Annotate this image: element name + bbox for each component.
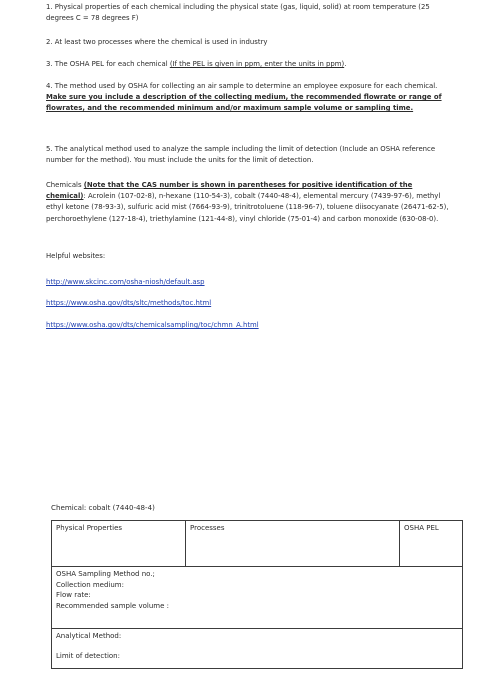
instruction-item-1: [46, 2, 452, 24]
limit-of-detection-label: Limit of detection:: [56, 651, 120, 660]
analytical-method-label: Analytical Method:: [56, 632, 122, 640]
analytical-row: [52, 629, 463, 669]
processes-cell[interactable]: [186, 521, 400, 567]
helpful-websites-label: Helpful websites:: [46, 252, 106, 260]
chemicals-paragraph: [46, 180, 452, 225]
instruction-plain-text: 4. The method used by OSHA for collecting an air sample to determine an employee exposure for each chemical.: [46, 82, 438, 90]
osha-chemical-sampling-link[interactable]: https://www.osha.gov/dts/chemicalsampling/toc/chmn_A.html: [46, 321, 259, 329]
instruction-text: [46, 81, 452, 115]
instruction-text: [46, 59, 452, 70]
chemicals-text: [46, 180, 452, 225]
skc-osha-niosh-link[interactable]: http://www.skcinc.com/osha-niosh/default.asp: [46, 278, 205, 286]
chemical-title: Chemical: cobalt (7440-48-4): [51, 503, 155, 512]
instruction-text: 2. At least two processes where the chemical is used in industry: [46, 38, 268, 46]
sampling-method-no-label: OSHA Sampling Method no.;: [56, 570, 155, 578]
processes-header: Processes: [190, 524, 225, 532]
instruction-item-2: [46, 37, 452, 48]
instruction-plain-text: 3. The OSHA PEL for each chemical: [46, 60, 170, 68]
chemicals-label: Chemicals: [46, 181, 84, 189]
instruction-item-5: [46, 144, 452, 166]
analytical-method-cell[interactable]: [52, 629, 463, 669]
sample-volume-label: Recommended sample volume :: [56, 601, 169, 610]
physical-properties-header: Physical Properties: [56, 524, 123, 532]
chemicals-list: : Acrolein (107-02-8), n-hexane (110-54-3), cobalt (7440-48-4), elemental mercury (7439-97-6), methyl ethyl ketone (78-93-3), sulfuric acid mist (7664-93-9), trinitrotoluene (118-96-7), toluene diisocyanate (26471-62-5), perchoroethylene (127-18-4), triethylamine (121-44-8), vinyl chloride (75-01-4) and carbon monoxide (630-08-0).: [46, 192, 449, 223]
instruction-item-4: [46, 81, 452, 115]
osha-pel-header: OSHA PEL: [404, 524, 439, 532]
physical-properties-cell[interactable]: [52, 521, 186, 567]
instruction-text: 1. Physical properties of each chemical including the physical state (gas, liquid, solid) at room temperature (25 degrees C = 78 degrees F): [46, 3, 430, 23]
sampling-row: [52, 567, 463, 629]
sampling-requirements-note: Make sure you include a description of the collecting medium, the recommended flowrate or range of flowrates, and the recommended minimum and/or maximum sample volume or sampling time.: [46, 93, 442, 113]
osha-pel-cell[interactable]: [400, 521, 463, 567]
chemical-worksheet-table: [51, 520, 463, 669]
instruction-item-3: [46, 59, 452, 70]
sampling-method-cell[interactable]: [52, 567, 463, 629]
pel-units-note: (If the PEL is given in ppm, enter the units in ppm): [169, 60, 345, 68]
instruction-text: 5. The analytical method used to analyze the sample including the limit of detection (Include an OSHA reference number for the method). You must include the units for the limit of detection.: [46, 145, 436, 165]
osha-methods-link[interactable]: https://www.osha.gov/dts/sltc/methods/toc.html: [46, 299, 212, 307]
collection-medium-label: Collection medium:: [56, 580, 124, 589]
flow-rate-label: Flow rate:: [56, 591, 91, 599]
header-row: [52, 521, 463, 567]
cas-number-note: (Note that the CAS number is shown in parentheses for positive identification of the chemical): [46, 181, 413, 201]
instruction-end-punct: .: [344, 60, 347, 68]
